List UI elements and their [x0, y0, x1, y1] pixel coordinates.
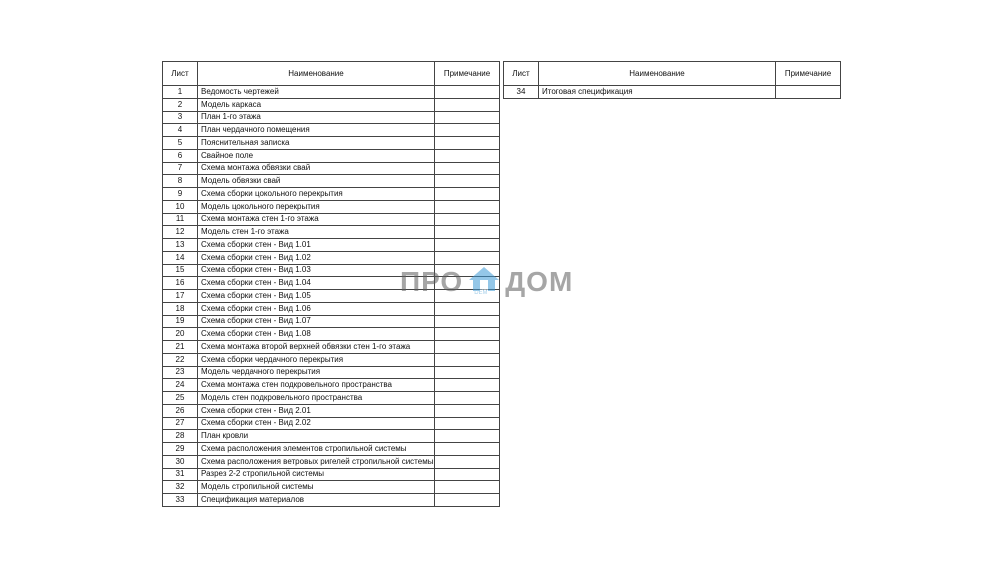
sheet-number: 22 — [163, 353, 198, 366]
sheet-note — [435, 239, 500, 252]
sheet-name: Схема монтажа второй верхней обвязки стен 1-го этажа — [198, 341, 435, 354]
sheet-note — [435, 302, 500, 315]
sheet-note — [435, 404, 500, 417]
sheet-number: 20 — [163, 328, 198, 341]
sheet-note — [435, 200, 500, 213]
header-note: Примечание — [776, 62, 841, 86]
table-row — [163, 430, 500, 443]
table-row — [163, 239, 500, 252]
sheet-note — [435, 137, 500, 150]
sheet-name: Схема сборки стен - Вид 1.04 — [198, 277, 435, 290]
table-row — [163, 353, 500, 366]
sheet-number: 34 — [504, 86, 539, 99]
sheet-note — [435, 379, 500, 392]
table-row — [163, 341, 500, 354]
table-row — [163, 162, 500, 175]
sheet-name: Схема сборки стен - Вид 1.01 — [198, 239, 435, 252]
table-row — [163, 175, 500, 188]
table-row — [163, 328, 500, 341]
sheet-number: 32 — [163, 481, 198, 494]
table-row — [163, 315, 500, 328]
header-name: Наименование — [198, 62, 435, 86]
sheet-number: 9 — [163, 188, 198, 201]
watermark-sub: DEM — [474, 290, 488, 296]
sheet-name: Модель обвязки свай — [198, 175, 435, 188]
sheet-note — [435, 162, 500, 175]
sheet-name: Модель стен 1-го этажа — [198, 226, 435, 239]
sheet-note — [435, 111, 500, 124]
header-sheet: Лист — [504, 62, 539, 86]
header-sheet: Лист — [163, 62, 198, 86]
table-row — [504, 86, 841, 99]
sheet-number: 17 — [163, 290, 198, 303]
table-row — [163, 86, 500, 99]
sheet-note — [435, 175, 500, 188]
sheet-note — [776, 86, 841, 99]
table-row — [163, 302, 500, 315]
sheet-number: 5 — [163, 137, 198, 150]
table-row — [163, 481, 500, 494]
sheet-number: 2 — [163, 98, 198, 111]
sheet-number: 12 — [163, 226, 198, 239]
table-row — [163, 443, 500, 456]
sheet-number: 21 — [163, 341, 198, 354]
sheet-number: 15 — [163, 264, 198, 277]
sheet-name: Схема монтажа обвязки свай — [198, 162, 435, 175]
sheet-name: Схема монтажа стен 1-го этажа — [198, 213, 435, 226]
table-row — [163, 188, 500, 201]
drawing-list-table-right — [503, 61, 841, 99]
sheet-name: План кровли — [198, 430, 435, 443]
sheet-note — [435, 366, 500, 379]
table-row — [163, 200, 500, 213]
sheet-name: Схема сборки стен - Вид 1.08 — [198, 328, 435, 341]
sheet-note — [435, 455, 500, 468]
table-row — [163, 98, 500, 111]
sheet-number: 26 — [163, 404, 198, 417]
sheet-number: 33 — [163, 494, 198, 507]
sheet-note — [435, 98, 500, 111]
house-icon — [467, 265, 501, 299]
sheet-number: 13 — [163, 239, 198, 252]
table-row — [163, 111, 500, 124]
sheet-name: Свайное поле — [198, 149, 435, 162]
sheet-note — [435, 328, 500, 341]
table-row — [163, 392, 500, 405]
sheet-number: 23 — [163, 366, 198, 379]
table-row — [163, 149, 500, 162]
table-row — [163, 226, 500, 239]
sheet-name: Ведомость чертежей — [198, 86, 435, 99]
sheet-name: Схема сборки стен - Вид 1.03 — [198, 264, 435, 277]
sheet-name: Модель стен подкровельного пространства — [198, 392, 435, 405]
sheet-note — [435, 188, 500, 201]
sheet-note — [435, 430, 500, 443]
sheet-number: 8 — [163, 175, 198, 188]
header-note: Примечание — [435, 62, 500, 86]
table-row — [163, 379, 500, 392]
sheet-number: 1 — [163, 86, 198, 99]
sheet-number: 28 — [163, 430, 198, 443]
sheet-note — [435, 417, 500, 430]
sheet-name: Схема сборки стен - Вид 2.01 — [198, 404, 435, 417]
sheet-number: 31 — [163, 468, 198, 481]
sheet-name: Модель стропильной системы — [198, 481, 435, 494]
sheet-note — [435, 315, 500, 328]
sheet-number: 25 — [163, 392, 198, 405]
sheet-number: 10 — [163, 200, 198, 213]
sheet-note — [435, 124, 500, 137]
sheet-name: План 1-го этажа — [198, 111, 435, 124]
sheet-note — [435, 86, 500, 99]
sheet-number: 24 — [163, 379, 198, 392]
sheet-note — [435, 481, 500, 494]
table-row — [163, 213, 500, 226]
sheet-note — [435, 443, 500, 456]
sheet-name: Схема сборки стен - Вид 1.06 — [198, 302, 435, 315]
sheet-number: 18 — [163, 302, 198, 315]
sheet-name: Схема сборки стен - Вид 2.02 — [198, 417, 435, 430]
sheet-name: План чердачного помещения — [198, 124, 435, 137]
sheet-name: Модель каркаса — [198, 98, 435, 111]
sheet-note — [435, 468, 500, 481]
table-row — [163, 417, 500, 430]
sheet-number: 27 — [163, 417, 198, 430]
sheet-name: Итоговая спецификация — [539, 86, 776, 99]
sheet-name: Схема сборки цокольного перекрытия — [198, 188, 435, 201]
sheet-note — [435, 226, 500, 239]
sheet-name: Схема сборки чердачного перекрытия — [198, 353, 435, 366]
sheet-name: Пояснительная записка — [198, 137, 435, 150]
watermark-word-right: ДОМ — [505, 266, 574, 297]
sheet-number: 7 — [163, 162, 198, 175]
table-header-row — [163, 62, 500, 86]
table-row — [163, 124, 500, 137]
table-row — [163, 404, 500, 417]
sheet-number: 3 — [163, 111, 198, 124]
sheet-name: Схема сборки стен - Вид 1.05 — [198, 290, 435, 303]
sheet-note — [435, 353, 500, 366]
sheet-number: 6 — [163, 149, 198, 162]
header-name: Наименование — [539, 62, 776, 86]
sheet-number: 16 — [163, 277, 198, 290]
table-header-row — [504, 62, 841, 86]
sheet-name: Схема расположения элементов стропильной системы — [198, 443, 435, 456]
sheet-name: Спецификация материалов — [198, 494, 435, 507]
sheet-name: Модель чердачного перекрытия — [198, 366, 435, 379]
table-row — [163, 455, 500, 468]
sheet-note — [435, 392, 500, 405]
sheet-note — [435, 213, 500, 226]
watermark-logo — [400, 262, 600, 302]
table-row — [163, 494, 500, 507]
sheet-note — [435, 494, 500, 507]
sheet-name: Схема сборки стен - Вид 1.02 — [198, 251, 435, 264]
sheet-name: Разрез 2-2 стропильной системы — [198, 468, 435, 481]
sheet-number: 29 — [163, 443, 198, 456]
sheet-number: 4 — [163, 124, 198, 137]
table-row — [163, 366, 500, 379]
watermark-word-left: ПРО — [400, 266, 464, 297]
sheet-number: 14 — [163, 251, 198, 264]
table-row — [163, 137, 500, 150]
table-row — [163, 468, 500, 481]
sheet-note — [435, 341, 500, 354]
sheet-name: Модель цокольного перекрытия — [198, 200, 435, 213]
sheet-number: 30 — [163, 455, 198, 468]
sheet-number: 11 — [163, 213, 198, 226]
sheet-name: Схема расположения ветровых ригелей стропильной системы — [198, 455, 435, 468]
sheet-name: Схема сборки стен - Вид 1.07 — [198, 315, 435, 328]
sheet-name: Схема монтажа стен подкровельного пространства — [198, 379, 435, 392]
sheet-number: 19 — [163, 315, 198, 328]
sheet-note — [435, 149, 500, 162]
